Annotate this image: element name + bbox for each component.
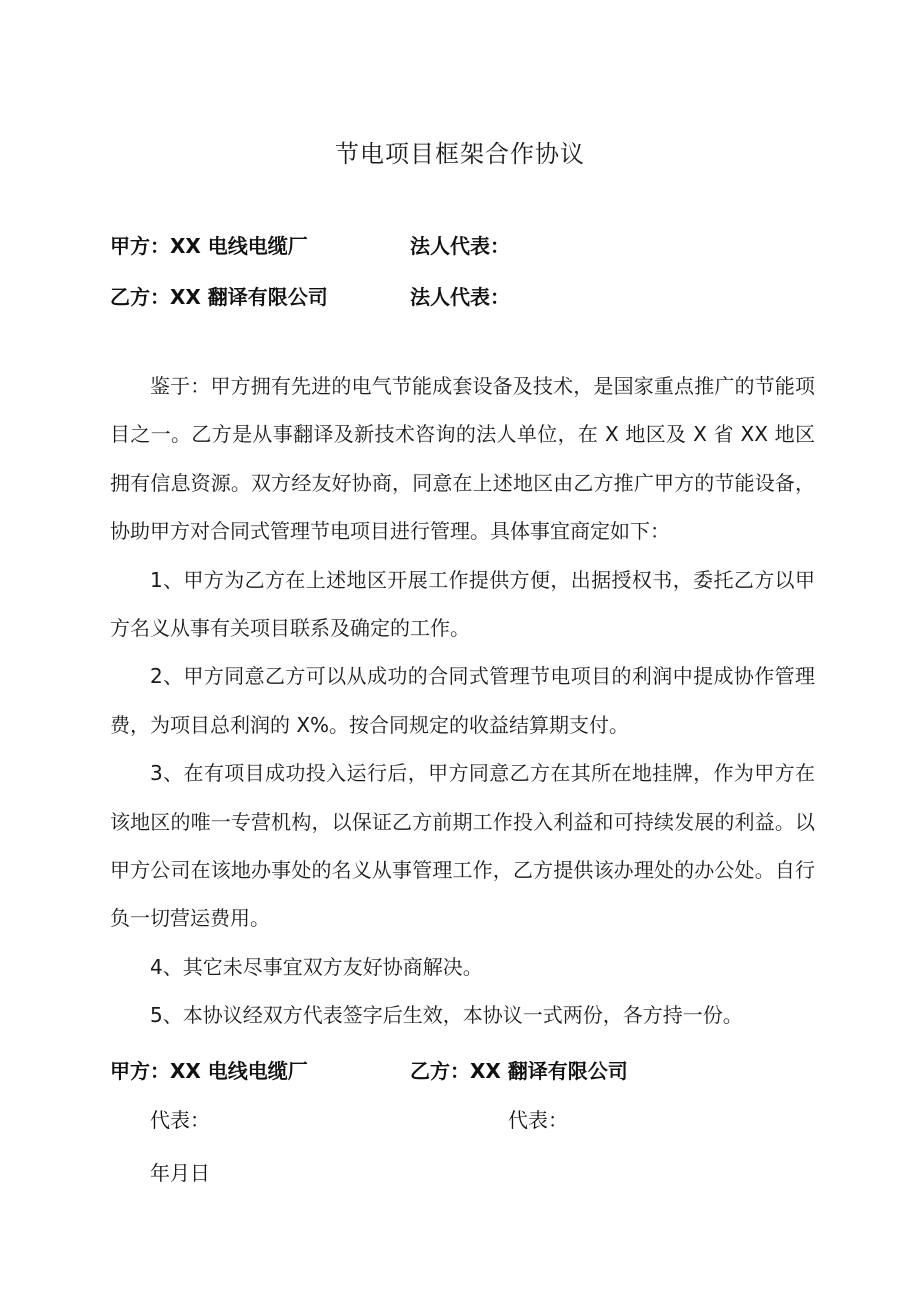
signature-date: 年月日 bbox=[150, 1161, 210, 1185]
signature-rep-a: 代表： bbox=[150, 1108, 210, 1132]
clause-1: 1、甲方为乙方在上述地区开展工作提供方便，出据授权书，委托乙方以甲方名义从事有关项目联系及确定的工作。 bbox=[110, 567, 815, 641]
party-a-name: 甲方：XX 电线电缆厂 bbox=[110, 234, 308, 258]
party-b-legal-rep: 法人代表： bbox=[410, 285, 510, 309]
signature-party-b: 乙方：XX 翻译有限公司 bbox=[410, 1059, 628, 1083]
signature-rep-b: 代表： bbox=[508, 1108, 568, 1132]
party-b-name: 乙方：XX 翻译有限公司 bbox=[110, 285, 328, 309]
clause-2: 2、甲方同意乙方可以从成功的合同式管理节电项目的利润中提成协作管理费，为项目总利润的 X%。按合同规定的收益结算期支付。 bbox=[110, 664, 815, 737]
agreement-body bbox=[110, 362, 815, 1040]
document-title: 节电项目框架合作协议 bbox=[335, 140, 585, 168]
clause-4: 4、其它未尽事宜双方友好协商解决。 bbox=[150, 954, 483, 979]
clause-5: 5、本协议经双方代表签字后生效，本协议一式两份，各方持一份。 bbox=[150, 1003, 743, 1028]
party-a-legal-rep: 法人代表： bbox=[410, 234, 510, 258]
signature-party-a: 甲方：XX 电线电缆厂 bbox=[110, 1059, 308, 1083]
preamble-paragraph: 鉴于：甲方拥有先进的电气节能成套设备及技术，是国家重点推广的节能项目之一。乙方是从事翻译及新技术咨询的法人单位，在 X 地区及 X 省 XX 地区拥有信息资源。双方经友好协商，同意在上述地区由乙方推广甲方的节能设备，协助甲方对合同式管理节电项目进行管理。具体事宜商定如下： bbox=[110, 374, 815, 544]
clause-3: 3、在有项目成功投入运行后，甲方同意乙方在其所在地挂牌，作为甲方在该地区的唯一专营机构，以保证乙方前期工作投入利益和可持续发展的利益。以甲方公司在该地办事处的名义从事管理工作，乙方提供该办理处的办公处。自行负一切营运费用。 bbox=[110, 761, 815, 931]
